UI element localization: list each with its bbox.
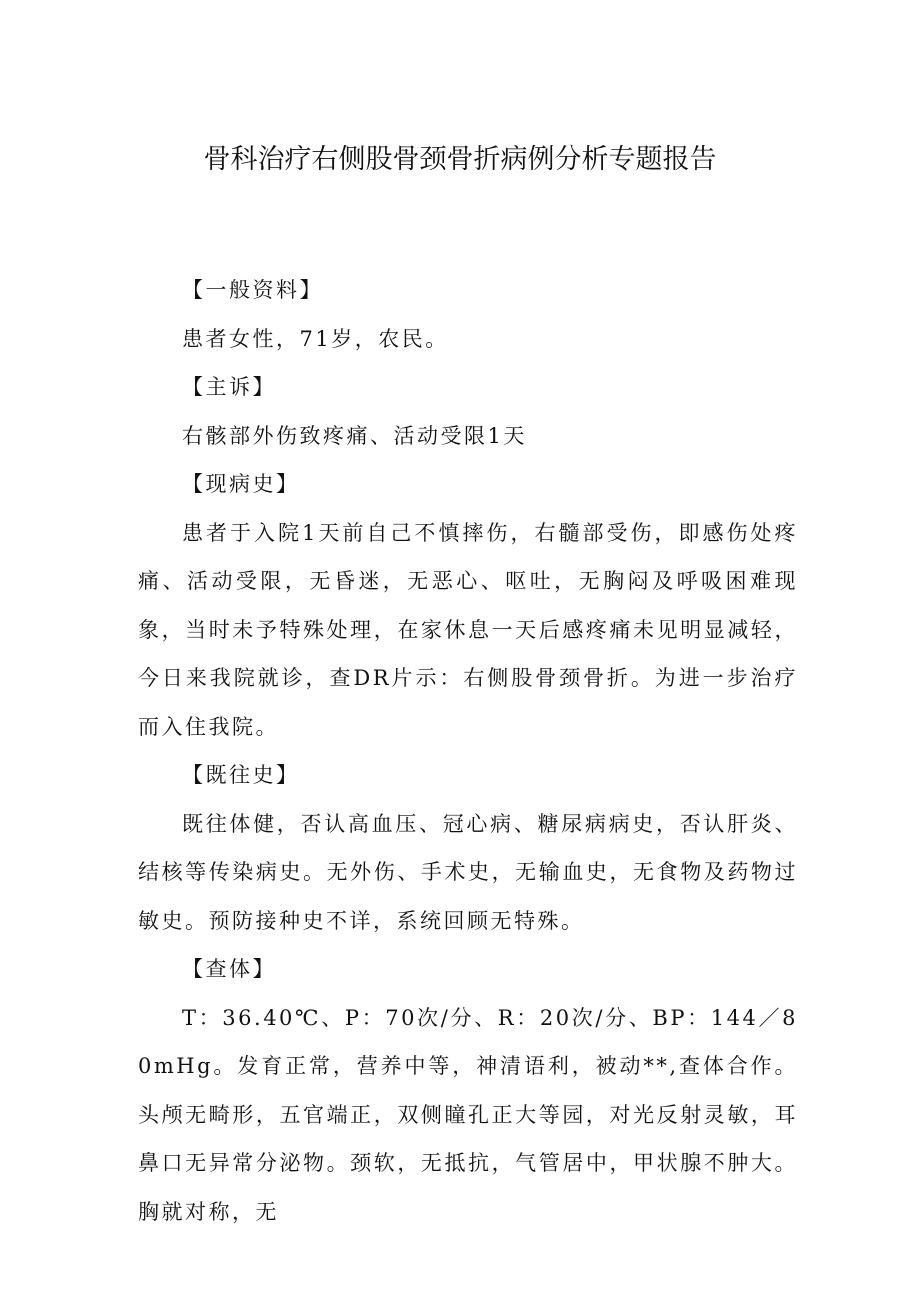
section-heading-exam: 【查体】 [182, 957, 276, 981]
section-heading-complaint: 【主诉】 [182, 375, 276, 399]
section-heading-present-history: 【现病史】 [182, 472, 300, 496]
document-body [138, 266, 798, 1236]
present-history-text: 患者于入院1天前自己不慎摔伤，右髓部受伤，即感伤处疼痛、活动受限，无昏迷，无恶心、呕吐，无胸闷及呼吸困难现象，当时未予特殊处理，在家休息一天后感疼痛未见明显减轻，今日来我院就诊，查DR片示：右侧股骨颈骨折。为进一步治疗而入住我院。 [138, 520, 798, 739]
document-title: 骨科治疗右侧股骨颈骨折病例分析专题报告 [203, 144, 717, 175]
general-info-text: 患者女性，71岁，农民。 [182, 326, 449, 351]
past-history-text: 既往体健，否认高血压、冠心病、糖尿病病史，否认肝炎、结核等传染病史。无外伤、手术史，无输血史，无食物及药物过敏史。预防接种史不详，系统回顾无特殊。 [138, 811, 798, 933]
section-heading-past-history: 【既往史】 [182, 763, 300, 787]
section-heading-general: 【一般资料】 [182, 278, 323, 302]
chief-complaint-text: 右骸部外伤致疼痛、活动受限1天 [182, 423, 527, 448]
physical-exam-text: T：36.40℃、P：70次/分、R：20次/分、BP：144／80mHg。发育正常，营养中等，神清语利，被动**,查体合作。头颅无畸形，五官端正，双侧瞳孔正大等园，对光反射灵敏，耳鼻口无异常分泌物。颈软，无抵抗，气管居中，甲状腺不肿大。胸就对称，无 [138, 1005, 798, 1224]
